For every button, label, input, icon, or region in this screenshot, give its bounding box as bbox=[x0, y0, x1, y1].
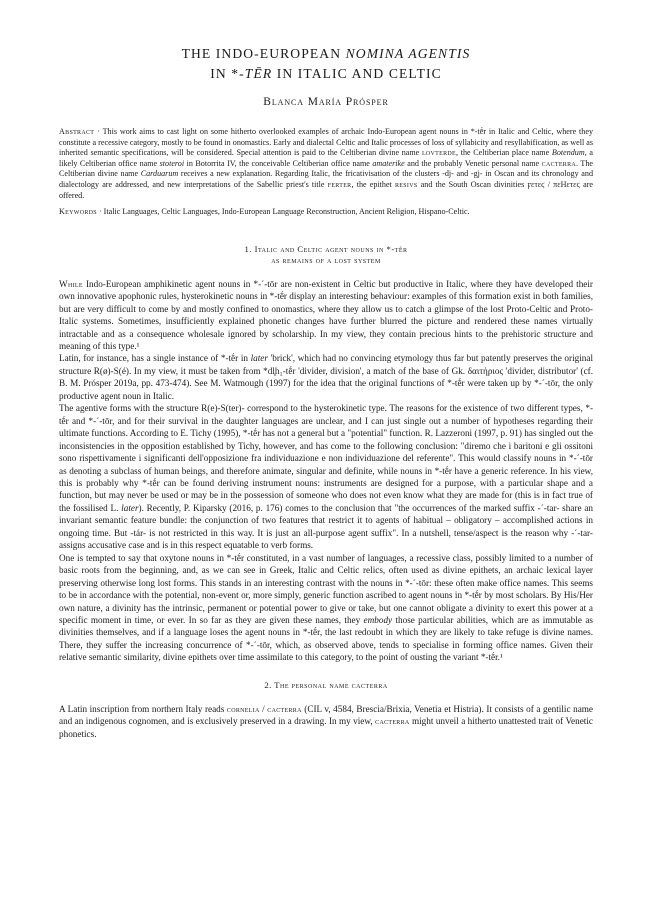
term: Carduarum bbox=[140, 169, 179, 179]
term: stoteroi bbox=[159, 158, 185, 168]
abstract-text: receives a new explanation. Regarding Italic, the fricativisation of the clusters -dj- and -gj- in Oscan and its chronology and dialectology are addressed, and new interpretations of the Sabellic priest's title bbox=[59, 169, 593, 189]
lead-word: While bbox=[59, 278, 83, 289]
paper-title bbox=[59, 44, 593, 84]
abstract-text: , a likely Celtiberian office name bbox=[59, 148, 593, 168]
keywords-text: · Italic Languages, Celtic Languages, Indo-European Language Reconstruction, Ancient Religion, Hispano-Celtic. bbox=[96, 207, 470, 217]
abstract-text: , the Celtiberian place name bbox=[456, 148, 552, 158]
term: cacterra bbox=[541, 158, 577, 168]
keywords-label: Keywords bbox=[59, 207, 97, 217]
abstract-text: , the epithet bbox=[351, 179, 395, 189]
author-name: Blanca María Prósper bbox=[263, 96, 389, 108]
paragraph-text: Indo-European amphikinetic agent nouns in *-´-tōr are non-existent in Celtic but productive in Italic, where they have developed their own innovative apophonic rules, hysterokinetic nouns in *-tḗr display an interesting behaviour: examples of this formation exist in both families, but are very difficult to come by and mostly confined to onomastics, where they allow us to catch a glimpse of the lost Proto-Celtic and Proto-Italic systems. Sometimes, insufficiently explained phonetic changes have further blurred the picture and rendered these names virtually intractable and as a consequence wholesale ignored by scholarship. In my view, they contain precious hints to the prehistoric structure and meaning of this type.¹ bbox=[59, 278, 593, 352]
abstract-text: . The Celtiberian divine name bbox=[59, 158, 594, 179]
abstract-text: in Botorrita IV, the conceivable Celtiberian office name bbox=[184, 158, 373, 168]
paragraph-text: 'brick', which had no convincing etymology thus far but patently preserves the original structure R(ø)-S(é). In my view, it must be taken from *dl̥h₁-tḗr 'divider, division', a match of the base of Gk. δαιτήριος 'divider, distributor' (cf. B. M. Prósper 2019a, pp. 473-474). See M. Watmough (1997) for the idea that the original functions of *-tḗr were taken up by *-´-tōr, the only productive agent noun in Italic. bbox=[59, 353, 593, 401]
term: later bbox=[121, 502, 139, 513]
paragraph bbox=[59, 352, 593, 402]
abstract-text: and the probably Venetic personal name bbox=[404, 158, 542, 168]
paragraph-text: ). Recently, P. Kiparsky (2016, p. 176) comes to the conclusion that "the occurrences of the marked suffix -´-tar- share an invariant semantic feature bundle: the conjunction of two features that restrict it to agents of habitual – obligatory – accomplished actions in ongoing time. But -tár- is not restricted in this way. It is just an all-purpose agent suffix". In a nutshell, tense/aspect is the reason why -´-tar- assigns accusative case and is in this respect equatable to verb forms. bbox=[59, 502, 594, 551]
term: embody bbox=[363, 614, 393, 625]
paragraph-text: A Latin inscription from northern Italy reads bbox=[59, 703, 227, 714]
paragraph bbox=[59, 402, 593, 551]
term: cacterra bbox=[267, 703, 302, 714]
title-text: THE INDO-EUROPEAN bbox=[181, 46, 346, 61]
heading-line: 2. The personal name cacterra bbox=[264, 679, 388, 690]
heading-line: as remains of a lost system bbox=[271, 254, 381, 265]
term: later bbox=[250, 353, 268, 364]
paragraph-text: (CIL v, 4584, Brescia/Brixia, Venetia et Histria). It consists of a gentilic name and an indigenous cognomen, and is exclusively preserved in a drawing. In my view, bbox=[59, 703, 593, 727]
paper-page bbox=[59, 44, 593, 740]
term: resivs bbox=[395, 179, 418, 189]
title-italic: NOMINA AGENTIS bbox=[345, 46, 471, 61]
title-italic: TĒR bbox=[244, 66, 273, 81]
title-text: IN ITALIC AND CELTIC bbox=[272, 66, 442, 81]
term: cacterra bbox=[375, 716, 410, 727]
title-line-1 bbox=[59, 44, 593, 64]
term: amaterike bbox=[372, 158, 405, 168]
paragraph-text: might unveil a hitherto unattested trait of Venetic phonetics. bbox=[59, 716, 593, 739]
heading-line: 1. Italic and Celtic agent nouns in *-tḗr bbox=[244, 243, 408, 254]
body-text bbox=[59, 278, 593, 664]
term: lovterde bbox=[421, 148, 456, 158]
term: ferter bbox=[327, 179, 352, 189]
abstract bbox=[59, 127, 593, 201]
paragraph bbox=[59, 552, 593, 664]
term: Botendum bbox=[551, 148, 585, 158]
paragraph bbox=[59, 703, 593, 740]
term: cornelia bbox=[226, 703, 260, 714]
paragraph-text: those particular abilities, which are as immutable as divinities themselves, and if a language loses the agent nouns in *-tḗr, the last redoubt in which they are likely to take refuge is divine names. There, they suffer the increasing concurrence of *-´-tōr, which, as observed above, tends to specialise in forming office names. Given their relative semantic similarity, divine epithets over time assimilate to this category, to the point of ousting the variant *-tḗr.¹ bbox=[59, 614, 593, 663]
title-text: IN *- bbox=[210, 66, 245, 81]
abstract-text: · This work aims to cast light on some hitherto overlooked examples of archaic Indo-European agent nouns in *-tḗr in Italic and Celtic, where they constitute a recessive category, mostly to be found in onomastics. Early and dialectal Celtic and Italic processes of loss of syllabicity and resyllabification, as well as inherited semantic specifications, will be considered. Special attention is paid to the Celtiberian divine name bbox=[59, 127, 593, 158]
paragraph bbox=[59, 278, 593, 353]
title-line-2 bbox=[59, 64, 593, 84]
paragraph-text: One is tempted to say that oxytone nouns in *-tḗr constituted, in a vast number of languages, a recessive class, possibly limited to a number of basic roots from the beginning, and, as we can see in Greek, Italic and Celtic relics, often used as divine epithets, an archaic lexical layer preserving otherwise long lost forms. This stands in an interesting contrast with the nouns in *-´-tōr: these often make office names. This seems to be in accordance with the potential, non-event or, more simply, generic function ascribed to agent nouns in *-tḗr by most scholars. By His/Her own nature, a divinity has the intrinsic, permanent or potential power to give or take, but one cannot obligate a divinity to exert this power at a specific moment in time, or ever. In so far as they are given these names, they bbox=[59, 552, 593, 625]
abstract-text: and the South Oscan divinities ϝετεϛ / πεΗετεϛ are offered. bbox=[59, 179, 593, 200]
paragraph-text: / bbox=[259, 703, 268, 714]
keywords bbox=[59, 207, 593, 218]
body-text-2 bbox=[59, 703, 593, 740]
section-heading-2 bbox=[59, 680, 593, 691]
section-heading-1 bbox=[59, 244, 593, 266]
paragraph-text: Latin, for instance, has a single instance of *-tḗr in bbox=[59, 353, 251, 364]
paragraph-text: The agentive forms with the structure R(e)-S(ter)- correspond to the hysterokinetic type. The reasons for the existence of two different types, *-tḗr and *-´-tōr, and for their survival in the daughter languages are unclear, and I can just single out a number of hypotheses regarding their ultimate functions. According to E. Tichy (1995), *-tḗr has not a general but a "potential" function. R. Lazzeroni (1997, p. 91) has singled out the inconsistencies in the opposition established by Tichy, however, and has come to the following conclusion: "diremo che i baritoni e gli ossitoni sono rispettivamente i significanti dell'opposizione fra individuazione e non individuazione del referente". This would classify nouns in *-´-tōr as denoting a subclass of human beings, and therefore animate, singular and definite, while nouns in *-tḗr have a generic reference. In his view, this is probably why *-tḗr can be found deriving instrument nouns: instruments are designed for a purpose, with a particular shape and a function, but may never be used or may be in the possession of someone who does not even know what they are made for (this is in fact true of the fossilised L. bbox=[59, 403, 593, 513]
abstract-label: Abstract bbox=[59, 127, 95, 136]
